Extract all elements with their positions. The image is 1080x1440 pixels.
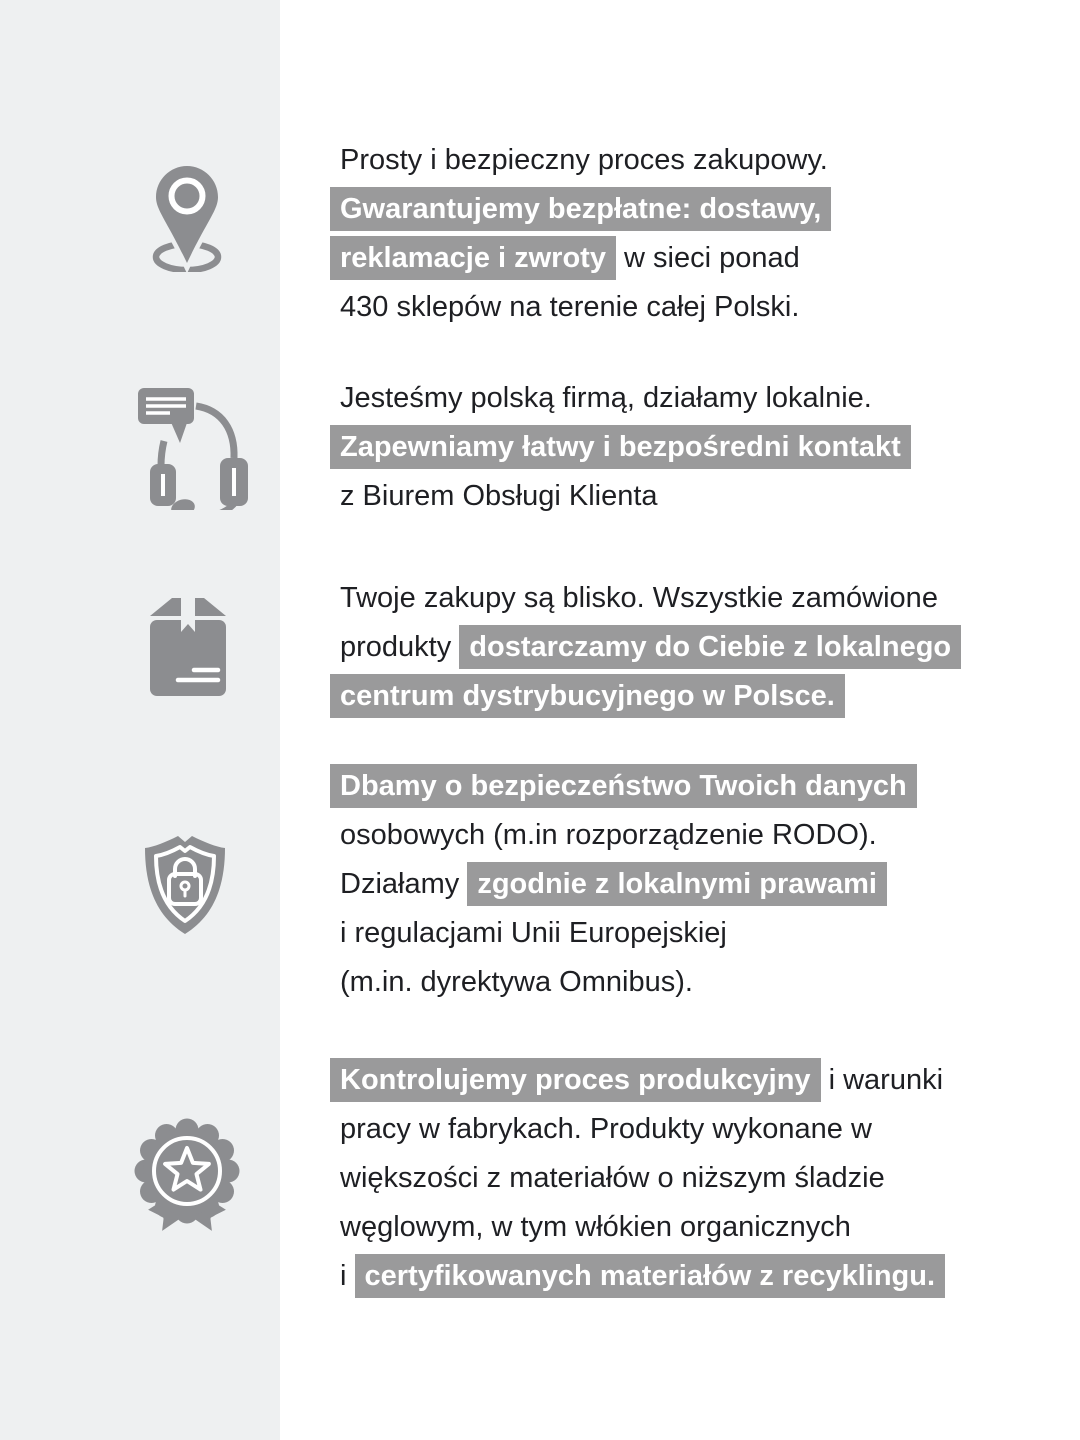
plain-text: większości z materiałów o niższym śladzie bbox=[340, 1162, 885, 1194]
text-line bbox=[330, 423, 1050, 472]
text-line bbox=[330, 234, 1050, 283]
plain-text: i warunki bbox=[820, 1064, 944, 1096]
text-line bbox=[330, 574, 1050, 623]
info-text-block-package-box bbox=[330, 574, 1050, 721]
text-line bbox=[330, 472, 1050, 521]
text-line bbox=[330, 672, 1050, 721]
plain-text: w sieci ponad bbox=[615, 242, 800, 274]
highlighted-text: reklamacje i zwroty bbox=[330, 236, 616, 280]
text-line bbox=[330, 958, 1050, 1007]
text-line bbox=[330, 762, 1050, 811]
info-text-block-location-pin bbox=[330, 136, 1050, 332]
text-line bbox=[330, 1203, 1050, 1252]
plain-text: Twoje zakupy są blisko. Wszystkie zamówione bbox=[340, 582, 938, 614]
text-line bbox=[330, 1154, 1050, 1203]
plain-text: Jesteśmy polską firmą, działamy lokalnie. bbox=[340, 382, 872, 414]
plain-text: z Biurem Obsługi Klienta bbox=[340, 480, 658, 512]
highlighted-text: dostarczamy do Ciebie z lokalnego bbox=[459, 625, 961, 669]
text-line bbox=[330, 374, 1050, 423]
plain-text: Działamy bbox=[340, 868, 468, 900]
plain-text: i bbox=[340, 1260, 355, 1292]
highlighted-text: Zapewniamy łatwy i bezpośredni kontakt bbox=[330, 425, 911, 469]
plain-text: 430 sklepów na terenie całej Polski. bbox=[340, 291, 800, 323]
text-line bbox=[330, 136, 1050, 185]
plain-text: produkty bbox=[340, 631, 460, 663]
text-line bbox=[330, 185, 1050, 234]
plain-text: Prosty i bezpieczny proces zakupowy. bbox=[340, 144, 828, 176]
plain-text: pracy w fabrykach. Produkty wykonane w bbox=[340, 1113, 872, 1145]
text-line bbox=[330, 811, 1050, 860]
plain-text: osobowych (m.in rozporządzenie RODO). bbox=[340, 819, 877, 851]
info-text-block-headset-chat bbox=[330, 374, 1050, 521]
plain-text: węglowym, w tym włókien organicznych bbox=[340, 1211, 851, 1243]
highlighted-text: zgodnie z lokalnymi prawami bbox=[467, 862, 887, 906]
info-text-block-shield-lock bbox=[330, 762, 1050, 1007]
highlighted-text: Kontrolujemy proces produkcyjny bbox=[330, 1058, 821, 1102]
highlighted-text: Gwarantujemy bezpłatne: dostawy, bbox=[330, 187, 831, 231]
text-line bbox=[330, 1056, 1050, 1105]
text-line bbox=[330, 1105, 1050, 1154]
highlighted-text: centrum dystrybucyjnego w Polsce. bbox=[330, 674, 845, 718]
text-line bbox=[330, 860, 1050, 909]
highlighted-text: certyfikowanych materiałów z recyklingu. bbox=[355, 1254, 946, 1298]
plain-text: i regulacjami Unii Europejskiej bbox=[340, 917, 727, 949]
text-line bbox=[330, 909, 1050, 958]
text-line bbox=[330, 623, 1050, 672]
plain-text: (m.in. dyrektywa Omnibus). bbox=[340, 966, 693, 998]
highlighted-text: Dbamy o bezpieczeństwo Twoich danych bbox=[330, 764, 917, 808]
info-text-block-award-badge bbox=[330, 1056, 1050, 1301]
text-line bbox=[330, 283, 1050, 332]
text-line bbox=[330, 1252, 1050, 1301]
